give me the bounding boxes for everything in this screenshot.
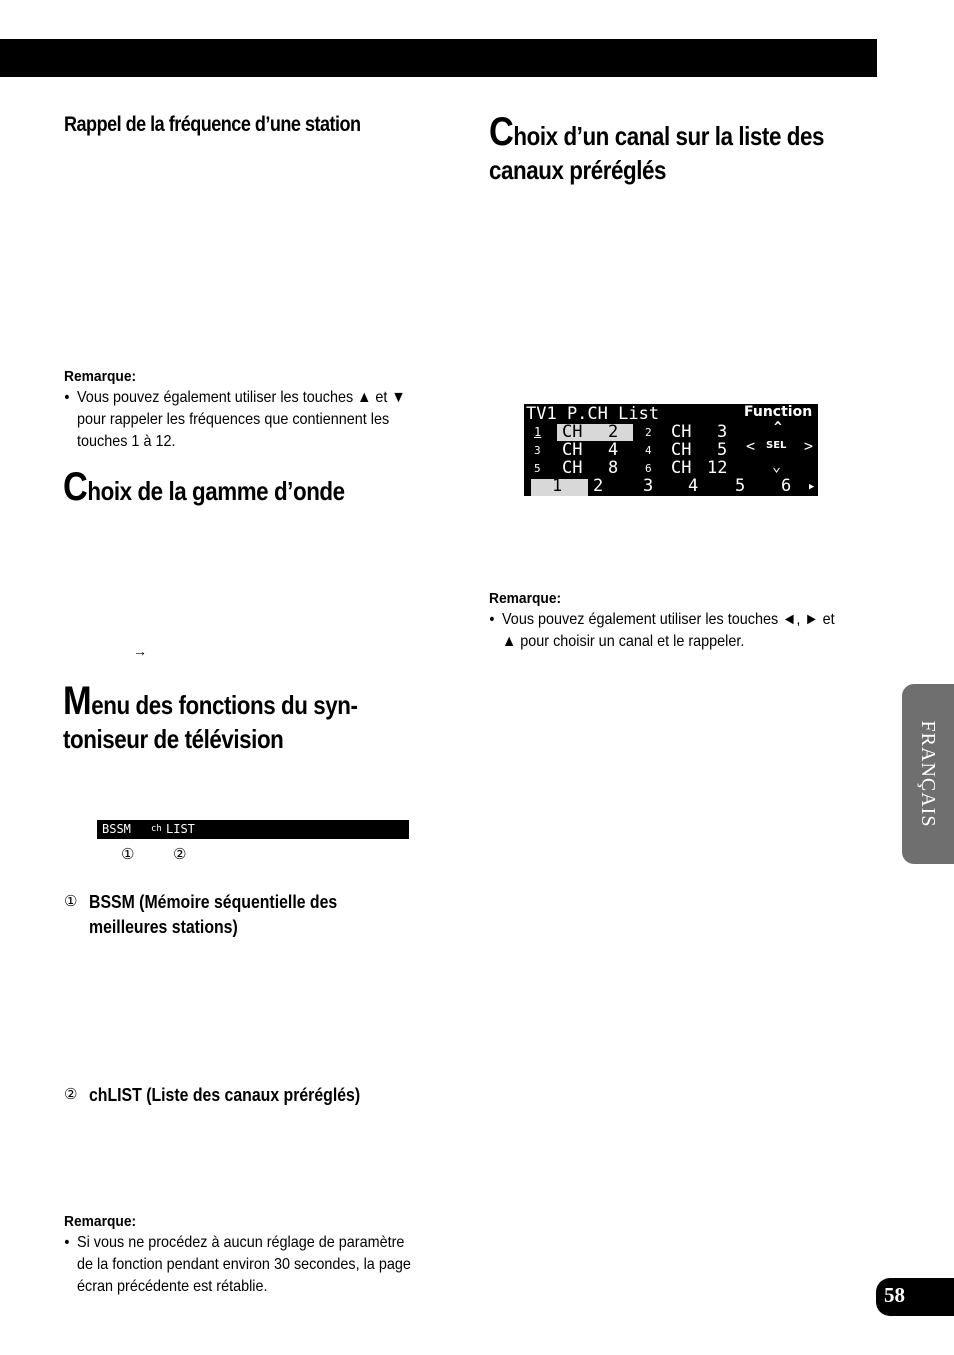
item-line: BSSM (Mémoire séquentielle des (89, 892, 338, 912)
lcd-key: 3 (643, 476, 654, 496)
item-line: chLIST (Liste des canaux préréglés) (89, 1085, 361, 1105)
lcd-row-num: 3 (534, 444, 541, 457)
lcd-bssm: BSSM (102, 822, 131, 836)
lcd-key: 2 (593, 476, 604, 496)
heading-text: hoix d’un canal sur la liste des (513, 121, 824, 151)
bullet: • (64, 389, 70, 406)
remark-body (64, 1232, 411, 1298)
lcd-row-num: 2 (645, 426, 652, 439)
lcd-ch: CH (562, 422, 583, 442)
page-number: 58 (884, 1283, 905, 1307)
remark-line: touches 1 à 12. (77, 433, 176, 450)
lcd-row-num: 5 (534, 462, 541, 475)
heading-text-line2: canaux préréglés (489, 155, 667, 185)
heading-text-line2: toniseur de télévision (63, 724, 284, 754)
language-tab-label: FRANÇAIS (917, 720, 939, 828)
remark-line: écran précédente est rétablie. (77, 1278, 268, 1295)
lcd-ch-value: 2 (608, 422, 619, 442)
heading-text: hoix de la gamme d’onde (87, 476, 345, 506)
remark-line: Si vous ne procédez à aucun réglage de paramètre (77, 1234, 405, 1251)
lcd-title: TV1 P.CH List (526, 404, 660, 424)
arrow-right-icon: → (133, 643, 147, 659)
item-chlist (89, 1083, 360, 1108)
lcd-ch: CH (671, 422, 692, 442)
lcd-list: LIST (166, 822, 195, 836)
page-number-badge (876, 1278, 954, 1316)
item-number-2: ② (64, 1085, 78, 1103)
remark-line: Vous pouvez également utiliser les touches ◄, ► et (502, 611, 835, 628)
heading-preset-list (489, 110, 824, 187)
remark-body (64, 387, 406, 453)
remark-line: de la fonction pendant environ 30 secondes, la page (77, 1256, 411, 1273)
lcd-ch-value: 3 (717, 422, 728, 442)
heading-tuner-menu (63, 679, 358, 756)
remark-title: Remarque: (64, 1213, 137, 1230)
lcd-key: 4 (688, 476, 699, 496)
bullet: • (489, 611, 495, 628)
lcd-ch-value: 5 (717, 440, 728, 460)
remark-line: Vous pouvez également utiliser les touches ▲ et ▼ (77, 389, 406, 406)
lcd-function-label: Function (744, 404, 813, 420)
lcd-ch-value: 4 (608, 440, 619, 460)
chevron-down-icon: ⌄ (772, 457, 782, 475)
heading-initial: C (489, 110, 514, 154)
remark-line: pour rappeler les fréquences que contiennent les (77, 411, 390, 428)
heading-band-choice (63, 465, 345, 509)
lcd-key: 6 (781, 476, 792, 496)
lcd-sel-label: SEL (766, 440, 787, 451)
heading-initial: M (63, 679, 92, 723)
function-menu-display (97, 820, 409, 839)
lcd-ch: CH (671, 458, 692, 478)
bullet: • (64, 1234, 70, 1251)
lcd-ch: CH (671, 440, 692, 460)
lcd-key: 1 (552, 476, 563, 496)
remark-line: ▲ pour choisir un canal et le rappeler. (502, 633, 745, 650)
heading-initial: C (63, 465, 88, 509)
lcd-key: 5 (735, 476, 746, 496)
lcd-row-num: 4 (645, 444, 652, 457)
triangle-right-icon: ▶ (809, 482, 815, 492)
lcd-ch-value: 8 (608, 458, 619, 478)
header-bar (0, 39, 877, 77)
subheading-recall-frequency: Rappel de la fréquence d’une station (64, 113, 361, 136)
lcd-ch: CH (562, 440, 583, 460)
chevron-right-icon: > (804, 437, 814, 455)
chevron-left-icon: < (746, 437, 756, 455)
remark-title: Remarque: (64, 368, 137, 385)
callout-1: ① (121, 845, 135, 863)
lcd-row-num: 6 (645, 462, 652, 475)
remark-title: Remarque: (489, 590, 562, 607)
preset-list-display (524, 404, 818, 496)
lcd-ch-value: 12 (707, 458, 728, 478)
chevron-up-icon: ^ (774, 420, 782, 435)
lcd-row-num: 1 (534, 425, 542, 439)
language-tab (902, 684, 954, 864)
heading-text: enu des fonctions du syn- (91, 690, 358, 720)
remark-body (489, 609, 835, 653)
item-line: meilleures stations) (89, 917, 238, 937)
lcd-ch: CH (562, 458, 583, 478)
item-bssm (89, 890, 337, 940)
lcd-ch: ch (151, 824, 162, 834)
callout-2: ② (173, 845, 187, 863)
item-number-1: ① (64, 892, 78, 910)
